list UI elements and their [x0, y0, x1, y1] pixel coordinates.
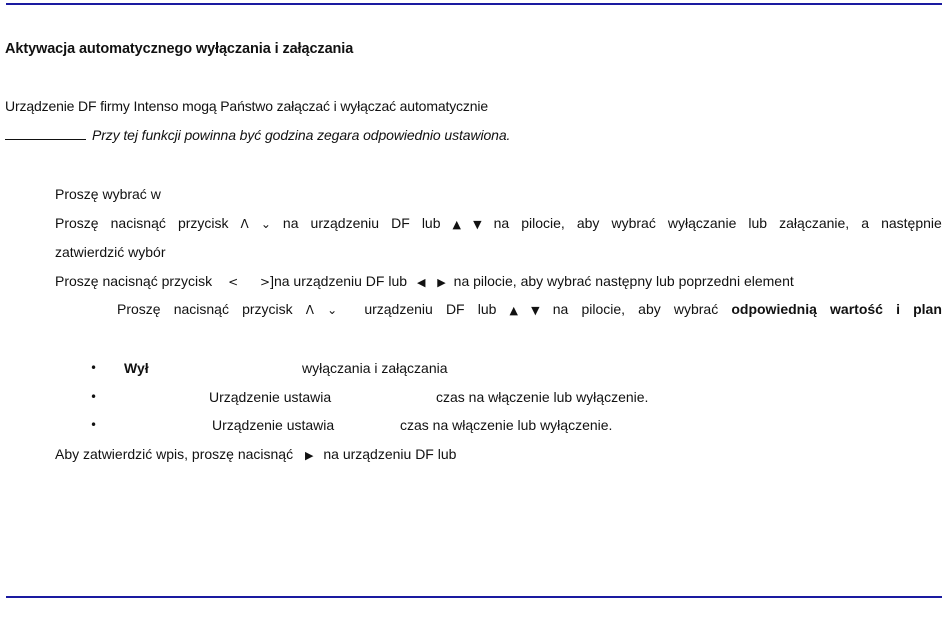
bullet-2-part-a: Urządzenie ustawia [209, 389, 332, 405]
blank-underline [5, 127, 86, 140]
bottom-rule [6, 596, 942, 598]
down-triangle-icon: ▼ [473, 218, 482, 231]
bullet-1 [124, 359, 149, 377]
word: DF [445, 301, 465, 317]
word: następnie [881, 215, 942, 231]
step-3-line [55, 272, 794, 292]
word: aby [638, 301, 661, 317]
word: Proszę [55, 215, 99, 231]
step-2-continuation: zatwierdzić wybór [55, 244, 166, 260]
bullet-icon: • [90, 361, 98, 375]
word: pilocie, [581, 301, 626, 317]
intro-text: Urządzenie DF firmy Intenso mogą Państwo załączać i wyłączać automatycznie [5, 98, 488, 114]
confirm-part-b: na urządzeniu DF lub [323, 446, 457, 462]
word: nacisnąć [110, 215, 166, 231]
word: załączanie, [779, 215, 850, 231]
step-3-part-b: ]na urządzeniu DF lub [270, 273, 408, 289]
up-triangle-icon: ▲ [509, 304, 519, 317]
word: Proszę [117, 301, 161, 317]
confirm-line [55, 445, 456, 465]
word: wyłączanie [667, 215, 737, 231]
right-triangle-icon: ▶ [305, 449, 314, 462]
up-triangle-icon: ▲ [452, 218, 462, 231]
bold-word: odpowiednią [731, 301, 817, 317]
caret-down-icon: ⌄ [327, 303, 338, 317]
word: DF [391, 215, 410, 231]
step-1: Proszę wybrać w [55, 186, 161, 202]
word: przycisk [177, 215, 229, 231]
word: wybrać [673, 301, 719, 317]
right-triangle-icon: ▶ [437, 276, 446, 289]
step-3-part-a: Proszę nacisnąć przycisk [55, 273, 213, 289]
word: lub [748, 215, 768, 231]
word: przycisk [242, 301, 293, 317]
caret-up-icon: ᐱ [305, 303, 314, 317]
word: a [861, 215, 870, 231]
word: wybrać [611, 215, 656, 231]
caret-left-icon: < [228, 275, 239, 289]
word: urządzeniu [364, 301, 433, 317]
step-3-part-c: na pilocie, aby wybrać następny lub poprzedni element [453, 273, 794, 289]
top-rule [6, 3, 942, 5]
word: lub [421, 215, 441, 231]
word: na [552, 301, 569, 317]
caret-right-icon: > [260, 275, 271, 289]
bullet-1-rest: wyłączania i załączania [302, 360, 448, 376]
word: urządzeniu [310, 215, 380, 231]
bullet-icon: • [90, 418, 98, 432]
step-2-line [55, 214, 942, 234]
confirm-part-a: Aby zatwierdzić wpis, proszę nacisnąć [55, 446, 294, 462]
caret-down-icon: ⌄ [260, 217, 271, 231]
word: nacisnąć [173, 301, 229, 317]
note-line [5, 126, 510, 144]
word: na [493, 215, 510, 231]
bullet-icon: • [90, 390, 98, 404]
step-4-line [117, 300, 942, 320]
bullet-1-bold: Wył [124, 360, 149, 376]
word: lub [477, 301, 497, 317]
word: aby [576, 215, 600, 231]
down-triangle-icon: ▼ [531, 304, 540, 317]
bold-word: plan [913, 301, 942, 317]
bold-word: wartość [830, 301, 883, 317]
caret-up-icon: ᐱ [240, 217, 249, 231]
section-title: Aktywacja automatycznego wyłączania i załączania [5, 41, 354, 57]
bullet-2-part-b: czas na włączenie lub wyłączenie. [436, 389, 649, 405]
word: pilocie, [521, 215, 565, 231]
left-triangle-icon: ◀ [416, 276, 426, 289]
bullet-3-part-a: Urządzenie ustawia [212, 417, 335, 433]
bold-word: i [896, 301, 900, 317]
bullet-3-part-b: czas na włączenie lub wyłączenie. [400, 417, 613, 433]
word: na [282, 215, 299, 231]
note-text: Przy tej funkcji powinna być godzina zegara odpowiednio ustawiona. [92, 127, 511, 143]
